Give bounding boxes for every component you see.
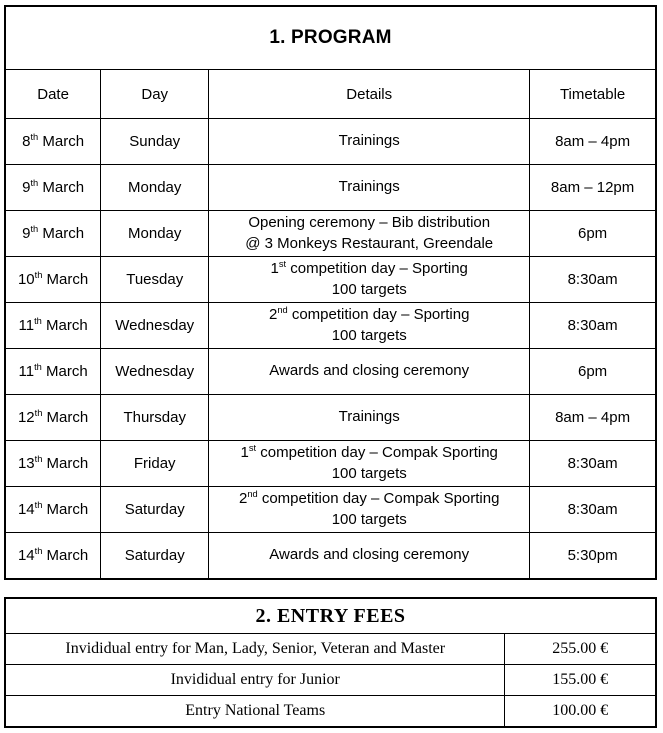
date-cell: 14th March [5,487,101,533]
day-cell: Sunday [101,119,209,165]
table-row [5,257,656,303]
details-cell: Opening ceremony – Bib distribution @ 3 Monkeys Restaurant, Greendale [209,211,530,257]
date-cell: 9th March [5,165,101,211]
details-cell: 1st competition day – Sporting 100 targets [209,257,530,303]
day-cell: Thursday [101,395,209,441]
timetable-cell: 8:30am [530,257,656,303]
day-cell: Tuesday [101,257,209,303]
program-header-row [5,70,656,119]
date-cell: 11th March [5,303,101,349]
timetable-cell: 6pm [530,211,656,257]
table-row [5,211,656,257]
timetable-cell: 8:30am [530,441,656,487]
day-cell: Friday [101,441,209,487]
details-cell: Trainings [209,119,530,165]
timetable-cell: 8:30am [530,487,656,533]
day-cell: Saturday [101,533,209,580]
date-cell: 10th March [5,257,101,303]
details-cell: 1st competition day – Compak Sporting 100 targets [209,441,530,487]
ordinal-superscript: th [34,362,42,372]
fee-price-cell: 255.00 € [505,634,656,665]
ordinal-superscript: th [34,454,43,464]
program-title-row [5,6,656,70]
details-cell: Awards and closing ceremony [209,349,530,395]
details-cell: 2nd competition day – Compak Sporting 100 targets [209,487,530,533]
table-row [5,395,656,441]
day-cell: Wednesday [101,349,209,395]
table-row [5,303,656,349]
ordinal-superscript: st [278,259,287,270]
table-row [5,533,656,580]
timetable-cell: 8am – 4pm [530,395,656,441]
table-row [5,665,656,696]
date-cell: 9th March [5,211,101,257]
timetable-cell: 8am – 12pm [530,165,656,211]
table-row [5,634,656,665]
program-table [4,5,657,580]
ordinal-superscript: nd [247,489,258,500]
column-header-timetable: Timetable [530,70,656,119]
program-title: 1. PROGRAM [5,6,656,70]
ordinal-superscript: th [30,178,39,188]
timetable-cell: 8am – 4pm [530,119,656,165]
date-cell: 14th March [5,533,101,580]
ordinal-superscript: th [34,408,43,418]
date-cell: 12th March [5,395,101,441]
details-cell: 2nd competition day – Sporting 100 targets [209,303,530,349]
table-row [5,487,656,533]
column-header-date: Date [5,70,101,119]
timetable-cell: 8:30am [530,303,656,349]
day-cell: Saturday [101,487,209,533]
fee-label-cell: Invididual entry for Man, Lady, Senior, Veteran and Master [5,634,505,665]
timetable-cell: 6pm [530,349,656,395]
table-row [5,441,656,487]
ordinal-superscript: th [34,316,42,326]
ordinal-superscript: th [34,270,43,280]
ordinal-superscript: nd [277,305,288,316]
ordinal-superscript: th [30,224,39,234]
details-cell: Trainings [209,165,530,211]
ordinal-superscript: st [248,443,257,454]
ordinal-superscript: th [30,132,39,142]
entry-fees-table [4,597,657,728]
details-cell: Trainings [209,395,530,441]
day-cell: Wednesday [101,303,209,349]
table-row [5,349,656,395]
fee-label-cell: Invididual entry for Junior [5,665,505,696]
fee-price-cell: 100.00 € [505,696,656,728]
table-row [5,119,656,165]
date-cell: 13th March [5,441,101,487]
fees-title-row [5,598,656,634]
date-cell: 11th March [5,349,101,395]
timetable-cell: 5:30pm [530,533,656,580]
details-cell: Awards and closing ceremony [209,533,530,580]
day-cell: Monday [101,165,209,211]
table-row [5,165,656,211]
column-header-details: Details [209,70,530,119]
fee-label-cell: Entry National Teams [5,696,505,728]
ordinal-superscript: th [34,500,43,510]
day-cell: Monday [101,211,209,257]
fees-title: 2. ENTRY FEES [5,598,656,634]
column-header-day: Day [101,70,209,119]
fee-price-cell: 155.00 € [505,665,656,696]
table-row [5,696,656,728]
ordinal-superscript: th [34,546,43,556]
date-cell: 8th March [5,119,101,165]
